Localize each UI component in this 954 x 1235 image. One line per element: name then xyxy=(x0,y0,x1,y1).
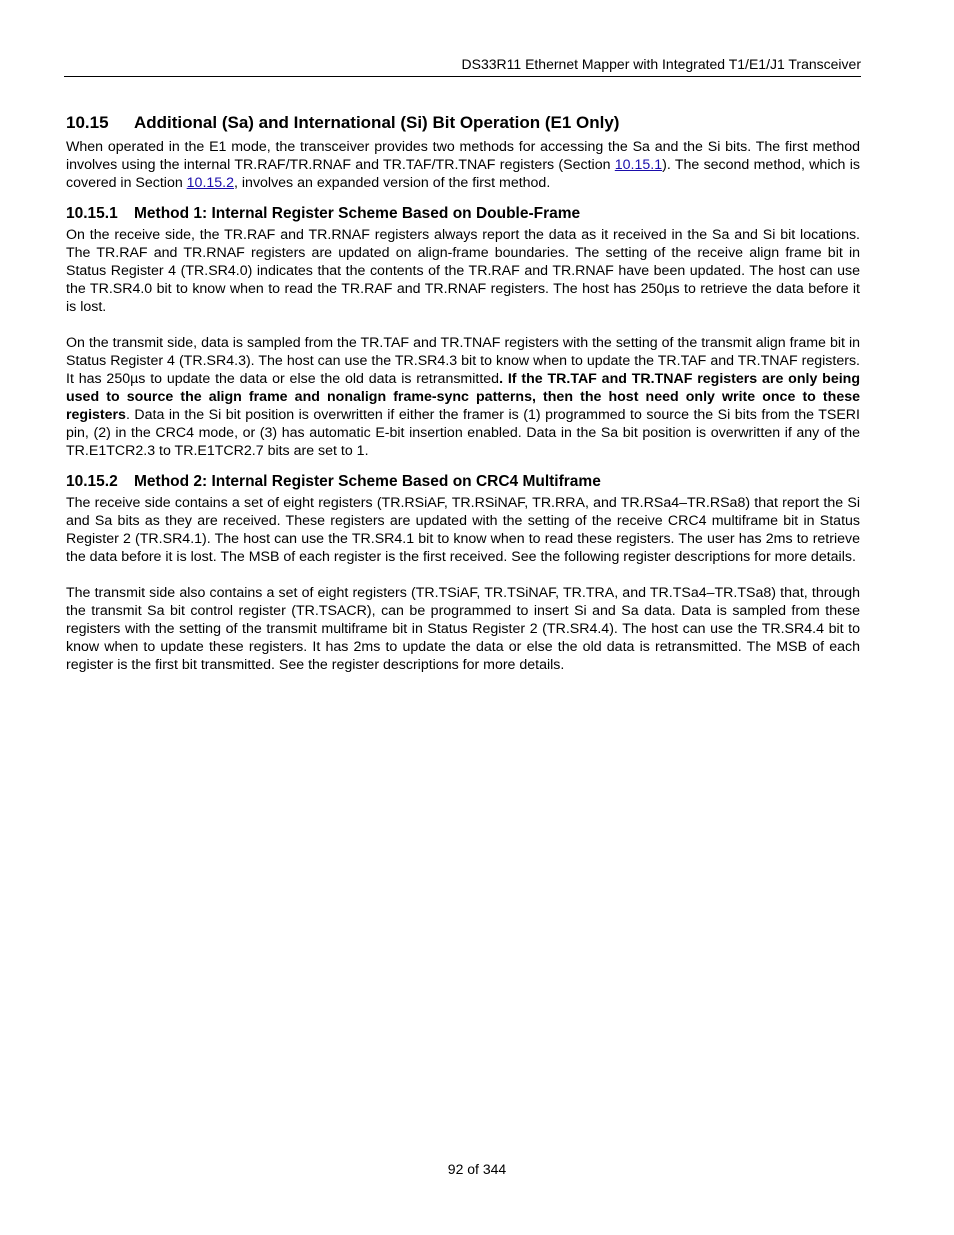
section-intro xyxy=(66,138,860,192)
intro-text-b: ). The second method, which is covered in Section xyxy=(66,157,860,191)
intro-text-a: When operated in the E1 mode, the transceiver provides two methods for accessing the Sa and the Si bits. The first method involves using the internal TR.RAF/TR.RNAF and TR.TAF/TR.TNAF registers (Section xyxy=(66,139,860,173)
sub2-paragraph-2: The transmit side also contains a set of eight registers (TR.TSiAF, TR.TSiNAF, TR.TRA, and TR.TSa4–TR.TSa8) that, through the transmit Sa bit control register (TR.TSACR), can be programmed to insert Si and Sa data. Data is sampled from these registers with the setting of the transmit multiframe bit in Status Register 2 (TR.SR4.4). The host can use the TR.SR4.4 bit to know when to update these registers. It has 2ms to update the data or else the old data is retransmitted. The MSB of each register is the first bit transmitted. See the register descriptions for more details. xyxy=(66,585,860,673)
sub1-paragraph-1: On the receive side, the TR.RAF and TR.RNAF registers always report the data as it received in the Sa and Si bit locations. The TR.RAF and TR.RNAF registers are updated on align-frame boundaries. The setting of the receive align frame bit in Status Register 4 (TR.SR4.0) indicates that the contents of the TR.RAF and TR.RNAF have been updated. The host can use the TR.SR4.0 bit to know when to read the TR.RAF and TR.RNAF registers. The host has 250µs to retrieve the data before it is lost. xyxy=(66,227,860,315)
sub1-paragraph-2 xyxy=(66,334,860,460)
sub1-p2-bold: . If the TR.TAF and TR.TNAF registers are only being used to source the align frame and nonalign frame-sync patterns, then the host need only write once to these registers xyxy=(66,371,860,423)
subsection-number-2: 10.15.2 xyxy=(66,473,118,490)
sub2-paragraph-1: The receive side contains a set of eight registers (TR.RSiAF, TR.RSiNAF, TR.RRA, and TR.RSa4–TR.RSa8) that report the Si and Sa bits as they are received. These registers are updated with the setting of the receive CRC4 multiframe bit in Status Register 2 (TR.SR4.1). The host can use the TR.SR4.1 bit to know when to read these registers. The user has 2ms to retrieve the data before it is lost. The MSB of each register is the first received. See the following register descriptions for more details. xyxy=(66,495,860,565)
page-content xyxy=(66,112,860,674)
document-title: DS33R11 Ethernet Mapper with Integrated T1/E1/J1 Transceiver xyxy=(461,56,861,72)
section-number: 10.15 xyxy=(66,113,109,132)
link-10-15-2[interactable]: 10.15.2 xyxy=(186,175,235,191)
subsection-number-1: 10.15.1 xyxy=(66,205,118,222)
page-number: 92 of 344 xyxy=(447,1161,507,1177)
subsection-title-1: Method 1: Internal Register Scheme Based on Double-Frame xyxy=(134,205,581,222)
subsection-heading-2 xyxy=(66,472,860,492)
sub1-p2-text-c: . Data in the Si bit position is overwritten if either the framer is (1) programmed to source the Si bits from the TSERI pin, (2) in the CRC4 mode, or (3) has automatic E-bit insertion enabled. Data in the Sa bit position is overwritten if any of the TR.E1TCR2.3 to TR.E1TCR2.7 bits are set to 1. xyxy=(66,407,860,459)
intro-text-c: , involves an expanded version of the first method. xyxy=(234,175,551,191)
link-10-15-1[interactable]: 10.15.1 xyxy=(614,157,663,173)
section-heading xyxy=(66,112,860,134)
sub1-p2-text-a: On the transmit side, data is sampled from the TR.TAF and TR.TNAF registers with the setting of the transmit align frame bit in Status Register 4 (TR.SR4.3). The host can use the TR.SR4.3 bit to know when to update the TR.TAF and TR.TNAF registers. It has 250µs to update the data or else the old data is retransmitted xyxy=(66,335,860,387)
subsection-heading-1 xyxy=(66,204,860,224)
page-header xyxy=(64,56,861,77)
section-title: Additional (Sa) and International (Si) Bit Operation (E1 Only) xyxy=(134,113,620,132)
subsection-title-2: Method 2: Internal Register Scheme Based on CRC4 Multiframe xyxy=(134,473,601,490)
